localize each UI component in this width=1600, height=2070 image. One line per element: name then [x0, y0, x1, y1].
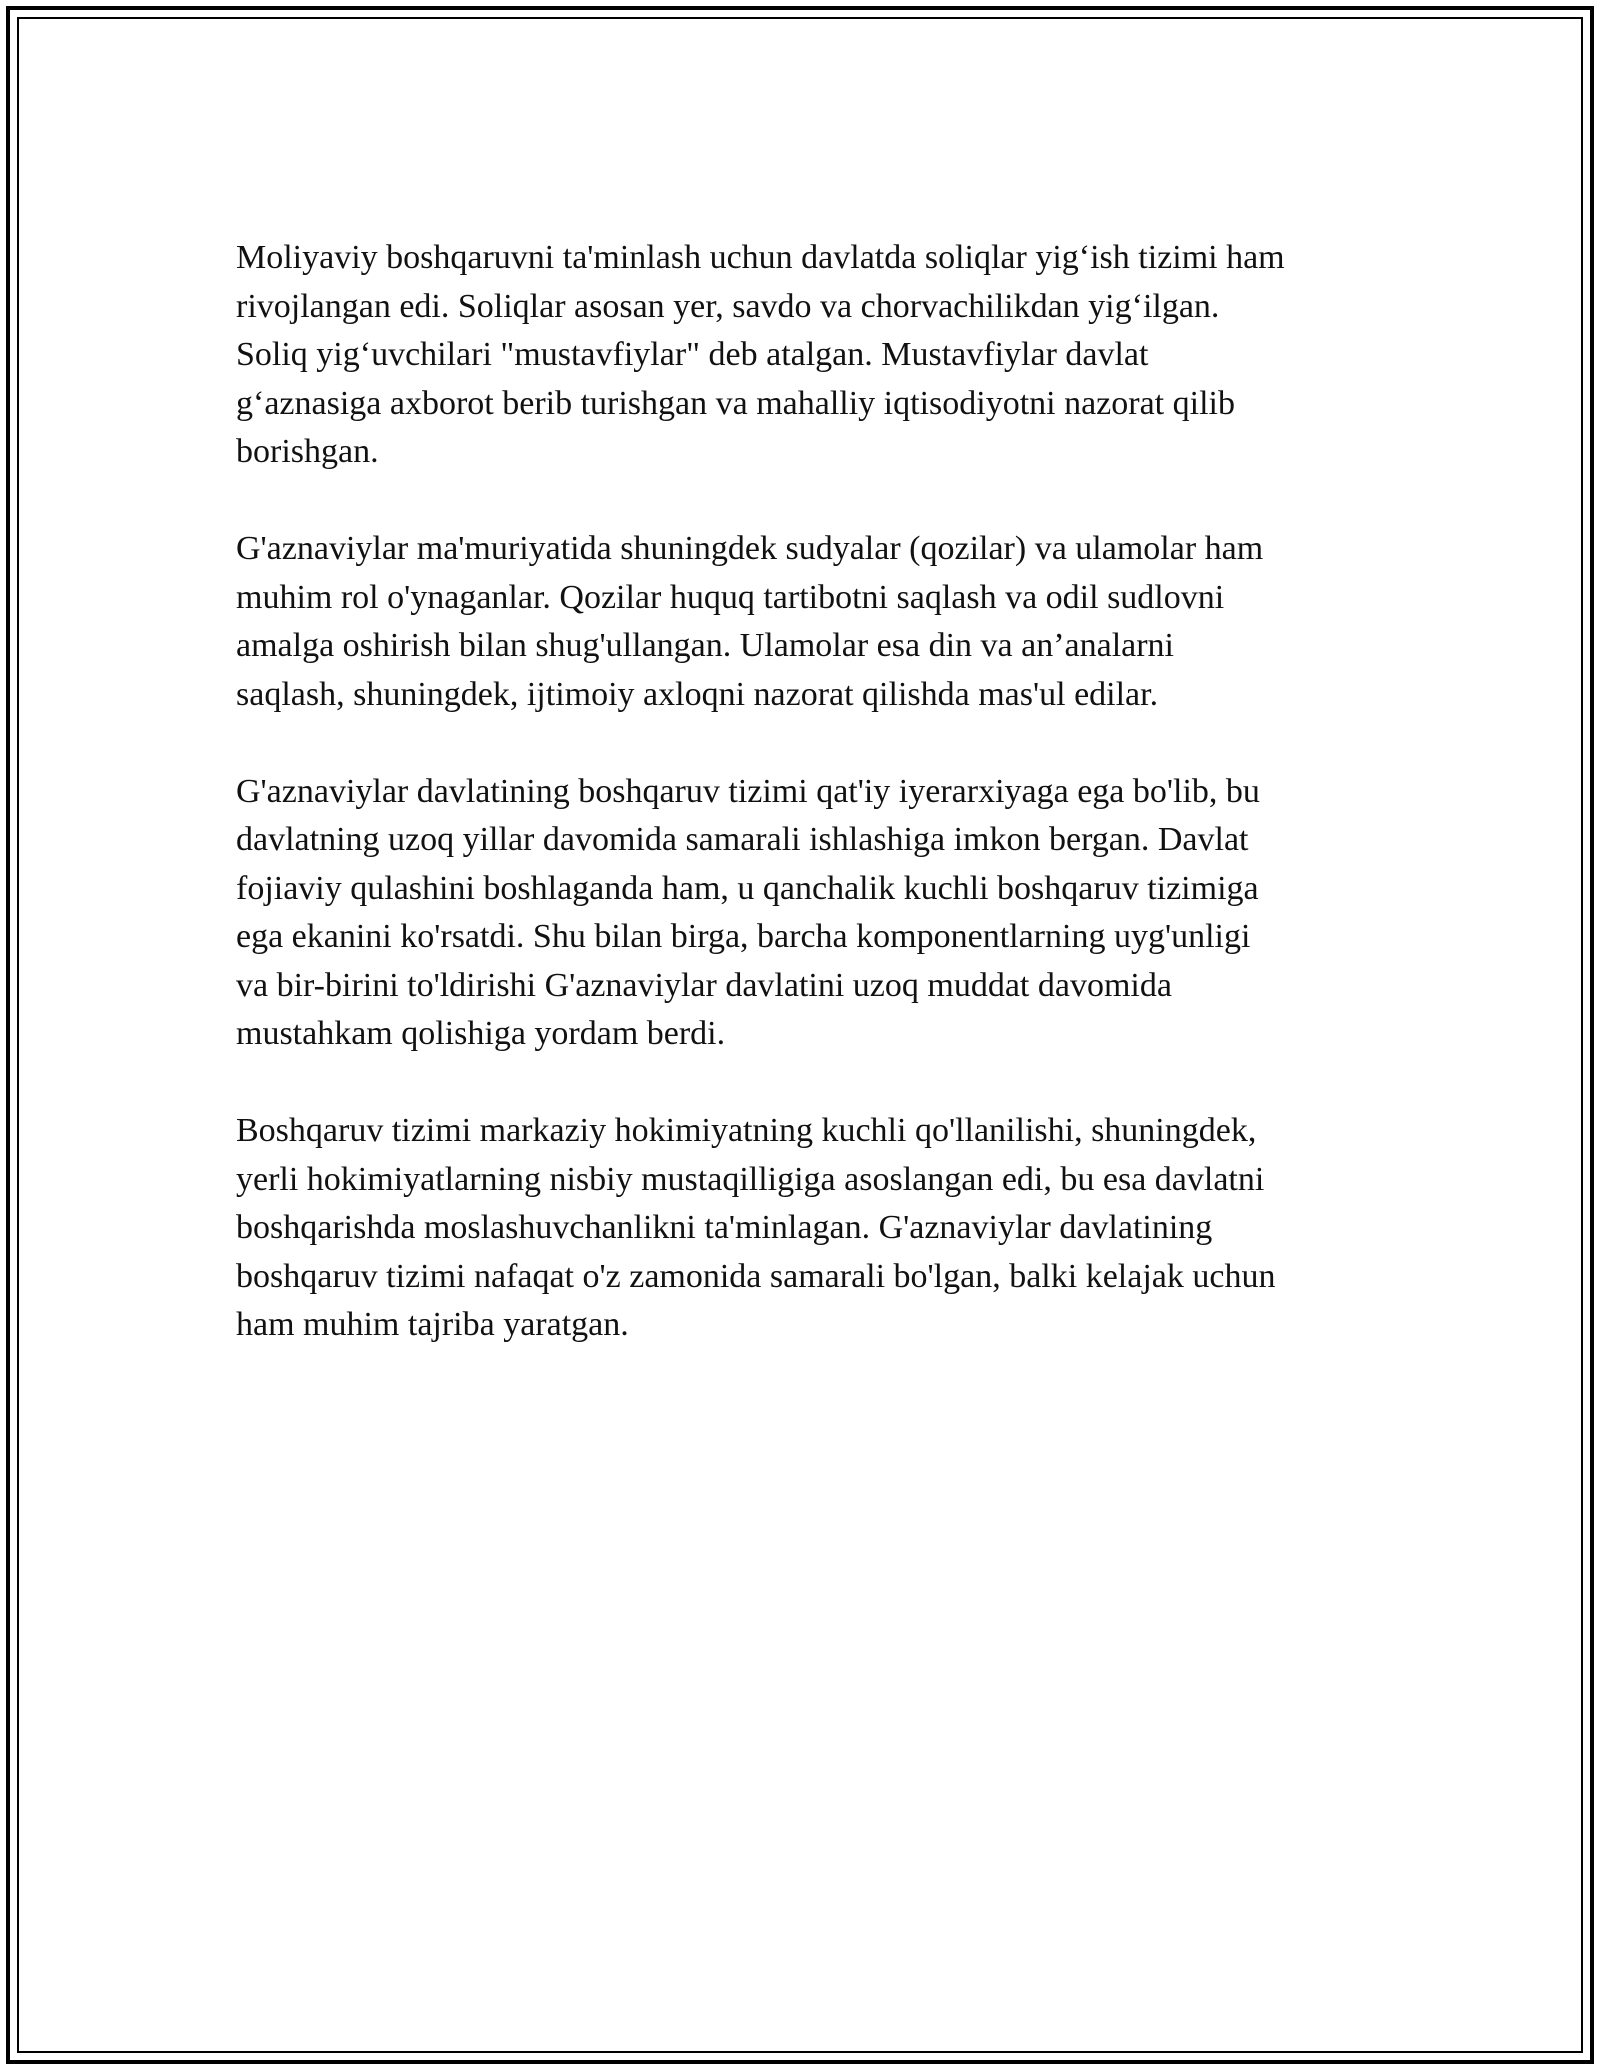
- paragraph-hierarchy: G'aznaviylar davlatining boshqaruv tizimi qat'iy iyerarxiyaga ega bo'lib, bu davlatning uzoq yillar davomida samarali ishlashiga imkon bergan. Davlat fojiaviy qulashini boshlaganda ham, u qanchalik kuchli boshqaruv tizimiga ega ekanini ko'rsatdi. Shu bilan birga, barcha komponentlarning uyg'unligi va bir-birini to'ldirishi G'aznaviylar davlatini uzoq muddat davomida mustahkam qolishiga yordam berdi.: [236, 772, 1260, 1052]
- paragraph-tax-system: Moliyaviy boshqaruvni ta'minlash uchun davlatda soliqlar yig‘ish tizimi ham rivojlangan edi. Soliqlar asosan yer, savdo va chorvachilikdan yig‘ilgan. Soliq yig‘uvchilari "mustavfiylar" deb atalgan. Mustavfiylar davlat g‘aznasiga axborot berib turishgan va mahalliy iqtisodiyotni nazorat qilib borishgan.: [236, 239, 1285, 470]
- document-body: [236, 234, 1396, 1398]
- paragraph-judges-scholars: G'aznaviylar ma'muriyatida shuningdek sudyalar (qozilar) va ulamolar ham muhim rol o'ynaganlar. Qozilar huquq tartibotni saqlash va odil sudlovni amalga oshirish bilan shug'ullangan. Ulamolar esa din va an’analarni saqlash, shuningdek, ijtimoiy axloqni nazorat qilishda mas'ul edilar.: [236, 530, 1264, 713]
- paragraph-governance-conclusion: Boshqaruv tizimi markaziy hokimiyatning kuchli qo'llanilishi, shuningdek, yerli hokimiyatlarning nisbiy mustaqilligiga asoslangan edi, bu esa davlatni boshqarishda moslashuvchanlikni ta'minlagan. G'aznaviylar davlatining boshqaruv tizimi nafaqat o'z zamonida samarali bo'lgan, balki kelajak uchun ham muhim tajriba yaratgan.: [236, 1112, 1276, 1343]
